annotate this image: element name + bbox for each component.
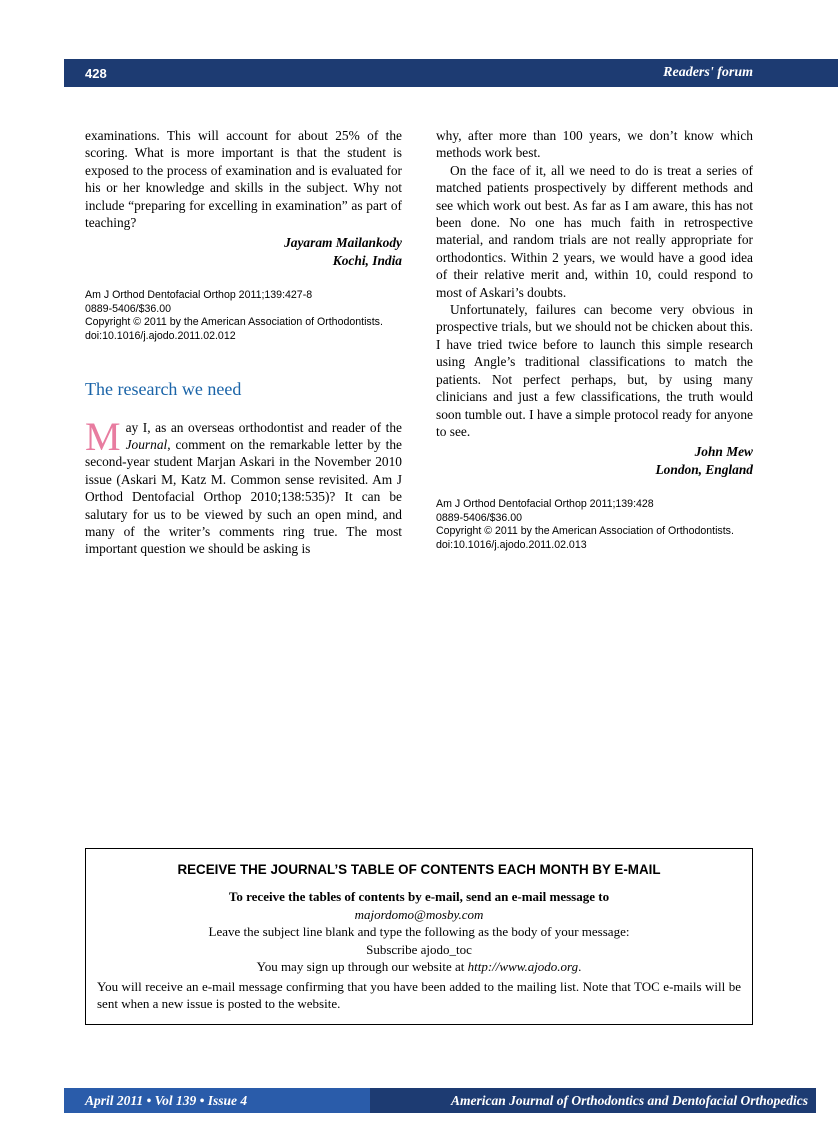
toc-notice-box (85, 848, 753, 1025)
left-column (85, 127, 402, 558)
letter-paragraph: why, after more than 100 years, we don’t know which methods work best. (436, 128, 753, 161)
letter-paragraph: Unfortunately, failures can become very obvious in prospective trials, but we should not be chicken about this. I have tried twice before to launch this simple research using Angle’s traditional classifications to match the patients. Not perfect perhaps, but, by using many clinicians and just a few classifications, the truth would soon tumble out. I have a simple protocol ready for anyone to see. (436, 302, 753, 439)
toc-website-line (97, 958, 741, 976)
citation-line: doi:10.1016/j.ajodo.2011.02.013 (436, 538, 587, 551)
citation-line: Copyright © 2011 by the American Association of Orthodontists. (85, 316, 383, 329)
citation-line: doi:10.1016/j.ajodo.2011.02.012 (85, 330, 236, 343)
page-footer-bar (64, 1088, 816, 1113)
toc-subscribe-command: Subscribe ajodo_toc (366, 941, 472, 957)
paragraph-text: , comment on the remarkable letter by the second-year student Marjan Askari in the November 2010 issue (Askari M, Katz M. Common sense revisited. Am J Orthod Dentofacial Orthop 2010;138:535)? It can be salutary for us to be viewed by such an open mind, and many of the writer’s comments ring true. The most important question we should be asking is (85, 437, 402, 557)
toc-email-line (97, 906, 741, 924)
citation-block (436, 498, 753, 552)
page-number: 428 (85, 65, 107, 81)
footer-journal-name: American Journal of Orthodontics and Dentofacial Orthopedics (370, 1088, 816, 1113)
signature-block (85, 234, 402, 269)
two-column-content (85, 127, 753, 558)
toc-instruction: To receive the tables of contents by e-mail, send an e-mail message to (228, 889, 610, 904)
footer-issue-info: April 2011 • Vol 139 • Issue 4 (64, 1088, 370, 1113)
letter-paragraph (85, 413, 402, 558)
page-header-bar (64, 59, 838, 87)
letter-title: The research we need (85, 378, 242, 399)
website-line-text: You may sign up through our website at (256, 959, 468, 975)
letter-paragraph: On the face of it, all we need to do is treat a series of matched patients prospectively by different methods and see which work out best. As far as I am aware, this has not been done. No one has much faith in retrospective material, and random trials are not really appropriate for orthodontics. Within 2 years, we would have a good idea of their relative merit and, within 10, could respond to most of Askari’s doubts. (436, 162, 753, 300)
toc-box-title: RECEIVE THE JOURNAL’S TABLE OF CONTENTS EACH MONTH BY E-MAIL (177, 862, 661, 877)
paragraph-text: ay I, as an overseas orthodontist and reader of the (125, 419, 402, 435)
signature-block (436, 443, 753, 478)
website-line-period: . (578, 959, 582, 975)
citation-line: Am J Orthod Dentofacial Orthop 2011;139:427-8 (85, 289, 313, 302)
citation-line: 0889-5406/$36.00 (436, 511, 523, 524)
citation-block (85, 289, 402, 343)
section-name: Readers' forum (663, 65, 753, 80)
signature-place: London, England (655, 461, 753, 477)
signature-name: John Mew (694, 444, 753, 460)
drop-cap: M (85, 413, 121, 459)
email-link[interactable]: majordomo@mosby.com (354, 906, 484, 922)
website-link[interactable]: http://www.ajodo.org (467, 959, 579, 975)
citation-line: 0889-5406/$36.00 (85, 302, 172, 315)
journal-word-italic: Journal (125, 437, 168, 453)
letter-paragraph: examinations. This will account for about 25% of the scoring. What is more important is that the student is exposed to the process of examination and is evaluated for his or her knowledge and skills in the subject. Why not include “preparing for excelling in examination” as part of teaching? (85, 128, 402, 231)
toc-confirmation-note: You will receive an e-mail message confirming that you have been added to the mailing list. Note that TOC e-mails will be sent when a new issue is posted to the website. (97, 978, 741, 1012)
citation-line: Copyright © 2011 by the American Association of Orthodontists. (436, 525, 734, 538)
citation-line: Am J Orthod Dentofacial Orthop 2011;139:428 (436, 498, 654, 511)
right-column (436, 127, 753, 558)
signature-name: Jayaram Mailankody (284, 235, 402, 251)
signature-place: Kochi, India (332, 252, 402, 268)
toc-instruction: Leave the subject line blank and type the following as the body of your message: (208, 924, 630, 940)
